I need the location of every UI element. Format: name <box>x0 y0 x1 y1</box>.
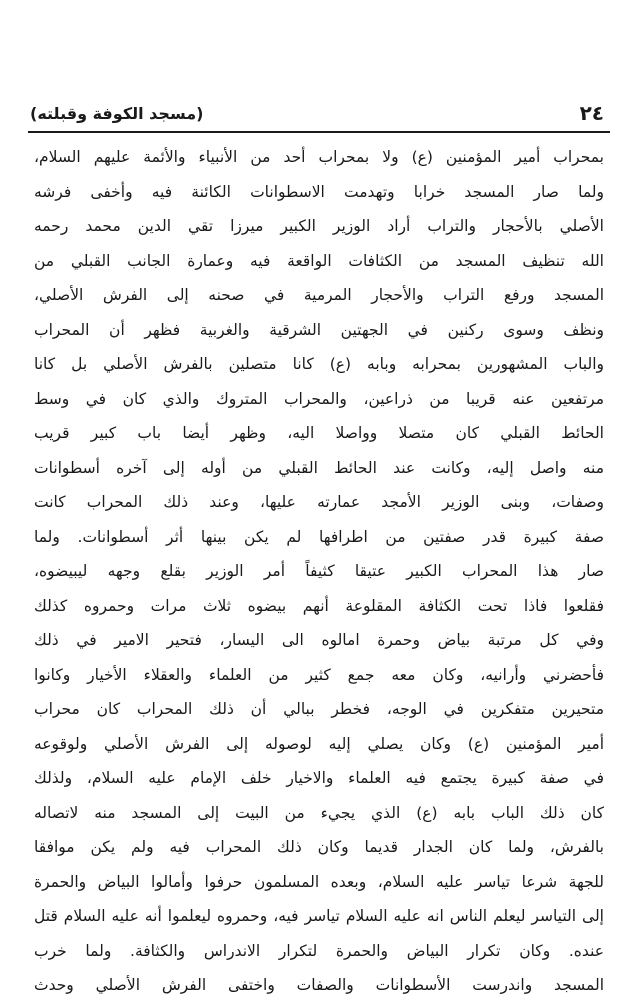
running-header <box>30 98 604 128</box>
text-line: إلى التياسر ليعلم الناس انه عليه السلام تياسر فيه، وحمروه ليعلموا أنه عليه السلام قتل <box>34 907 604 925</box>
text-line: للجهة شرعا تياسر عليه السلام، وبعده المسلمون حرفوا وأمالوا البياض والحمرة <box>34 872 604 891</box>
text-line: المسجد واندرست الأسطوانات والصفات واختفى الفرش الأصلي وحدث <box>34 976 604 994</box>
text-line: في صفة كبيرة يجتمع فيه العلماء والاخيار خلف الإمام عليه السلام، ولذلك <box>34 769 604 787</box>
text-line: فأحضرني وأرانيه، وكان معه جمع كثير من العلماء والعقلاء الأخيار وكانوا <box>34 665 604 684</box>
text-line: فقلعوا فاذا تحت الكثافة المقلوعة أنهم بيضوه ثلاث مرات وحمروه كذلك <box>34 596 604 615</box>
text-line: الله تنظيف المسجد من الكثافات الواقعة فيه وعمارة الجانب القبلي من <box>34 251 604 270</box>
body-text <box>34 140 604 1003</box>
page-number: ٢٤ <box>579 101 604 125</box>
chapter-title: (مسجد الكوفة وقبلته) <box>30 103 204 123</box>
text-line: مرتفعين عنه قريبا من ذراعين، والمحراب المتروك والذي كان في وسط <box>34 389 604 408</box>
text-line: صار هذا المحراب الكبير عتيقا كثيفاً أمر الوزير بقلع وجهه ليبيضوه، <box>34 562 604 580</box>
text-line: الحائط القبلي كان متصلا وواصلا اليه، وظهر أيضا باب كبير قريب <box>34 424 604 442</box>
text-line: بالفرش، ولما كان الجدار قديما وكان ذلك المحراب فيه ولم يكن موافقا <box>34 838 604 856</box>
text-line: عنده. وكان تكرار البياض والحمرة لتكرار الاندراس والكثافة. ولما خرب <box>34 941 604 960</box>
text-line: ونظف وسوى ركنين في الجهتين الشرقية والغربية فظهر أن المحراب <box>34 320 604 339</box>
header-divider <box>28 131 610 133</box>
text-line: وصفات، وبنى الوزير الأمجد عمارته عليها، وعند ذلك المحراب كانت <box>34 493 604 511</box>
text-line: صفة كبيرة قدر صفتين من اطرافها لم يكن بينها أثر أسطوانات. ولما <box>34 527 604 546</box>
text-line: كان ذلك الباب بابه (ع) الذي يجيء من البيت إلى المسجد منه لاتصاله <box>34 803 604 822</box>
text-line: والباب المشهورين بمحرابه وبابه (ع) كانا متصلين بالفرش الأصلي بل كانا <box>34 355 604 373</box>
text-line: وفي كل مرتبة بياض وحمرة امالوه الى اليسار، فتحير الامير في ذلك <box>34 631 604 649</box>
text-line: متحيرين متفكرين في الوجه، فخطر ببالي أن ذلك المحراب كان محراب <box>34 700 604 718</box>
text-line: بمحراب أمير المؤمنين (ع) ولا بمحراب أحد من الأنبياء والأئمة عليهم السلام، <box>34 148 604 166</box>
text-line: منه واصل إليه، وكانت عند الحائط القبلي من أوله إلى آخره أسطوانات <box>34 458 604 477</box>
text-line: ولما صار المسجد خرابا وتهدمت الاسطوانات الكائنة فيه وأخفى فرشه <box>34 182 604 201</box>
text-line: أمير المؤمنين (ع) وكان يصلي إليه لوصوله إلى الفرش الأصلي ولوقوعه <box>34 734 604 753</box>
text-line: الأصلي بالأحجار والتراب أراد الوزير الكبير ميرزا تقي الدين محمد رحمه <box>34 217 604 235</box>
text-line: المسجد ورفع التراب والأحجار المرمية في صحنه إلى الفرش الأصلي، <box>34 286 604 304</box>
